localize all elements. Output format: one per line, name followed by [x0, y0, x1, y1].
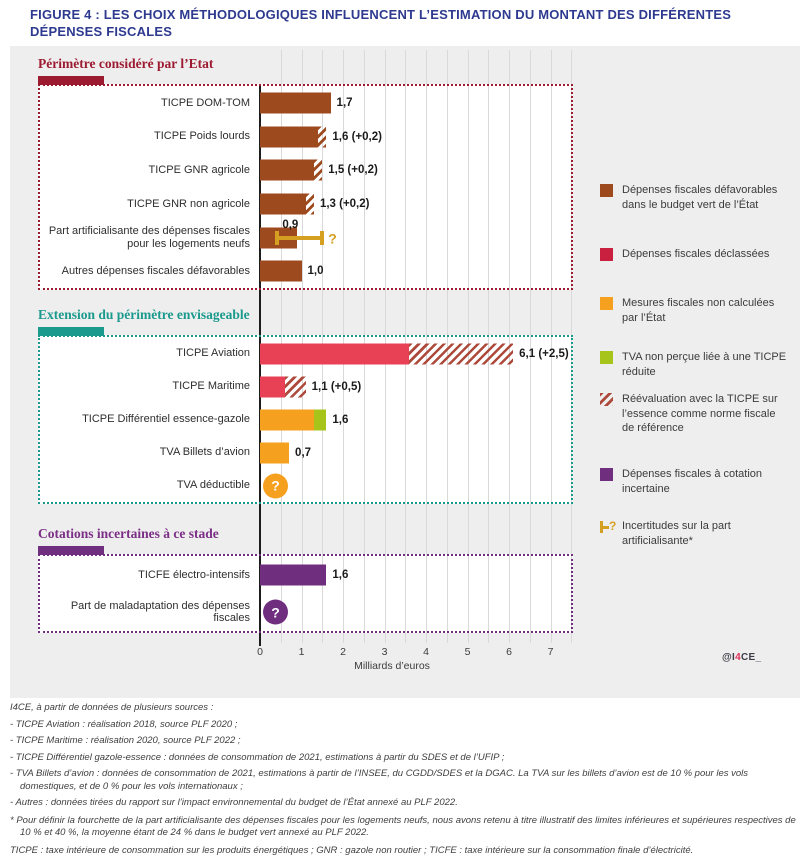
axis-tick: 7 — [547, 646, 554, 658]
bar-value: 1,6 (+0,2) — [332, 130, 382, 143]
bar-area — [260, 556, 571, 594]
footnote-line: * Pour définir la fourchette de la part artificialisante des dépenses fiscales pour les logements neufs, nous avons retenu à titre illustratif des limites inférieures et supérieures respectives de 10 % et 40 %, la moyenne étant de 24 % dans le budget vert annexé au PLF 2022. — [10, 814, 796, 838]
legend-question-icon: ? — [609, 519, 617, 533]
legend-swatch — [600, 351, 613, 364]
errorbar-cap — [275, 231, 279, 245]
section-box — [38, 84, 573, 290]
bar-label: TICPE Poids lourds — [154, 130, 250, 143]
bar-area — [260, 120, 571, 154]
chart-row — [40, 86, 571, 120]
uncertainty-errorbar — [277, 236, 323, 240]
axis-tick: 3 — [381, 646, 388, 658]
legend-label: Mesures fiscales non calculées par l’État — [622, 297, 775, 324]
chart-row — [40, 556, 571, 594]
bar-segment-solid — [260, 193, 306, 214]
bar-segment-hatched — [285, 376, 306, 397]
legend-hatch-swatch-icon — [600, 393, 613, 406]
bar-area — [260, 469, 571, 502]
axis-tick: 0 — [257, 646, 263, 658]
bar-label: TICPE Différentiel essence-gazole — [82, 413, 250, 426]
errorbar-cap — [320, 231, 324, 245]
bar-segment-solid — [260, 564, 326, 585]
bar-value: 1,6 — [332, 413, 349, 426]
section-rows — [40, 556, 571, 631]
bar-label: TVA déductible — [176, 479, 250, 492]
section-title: Cotations incertaines à ce stade — [38, 526, 219, 541]
axis-title: Milliards d’euros — [354, 660, 430, 672]
legend-label: Incertitudes sur la part artificialisante* — [622, 520, 731, 547]
bar-area — [260, 187, 571, 221]
bar-area — [260, 337, 571, 370]
chart-row — [40, 153, 571, 187]
footnote-line: - TVA Billets d’avion : données de consommation de 2021, estimations à partir de l’INSEE, du CGDD/SDES et la DGAC. La TVA sur les billets d’avion est de 10 % pour les vols domestiques, et de 0 % pour les vols internationaux ; — [10, 768, 749, 792]
bar-area — [260, 153, 571, 187]
bar-label: TICPE GNR non agricole — [127, 197, 250, 210]
legend-label: TVA non perçue liée à une TICPE réduite — [622, 351, 787, 378]
chart-row — [40, 218, 571, 255]
bar-area — [260, 218, 571, 255]
bar-value: 1,5 (+0,2) — [328, 164, 378, 177]
bar-area — [260, 594, 571, 632]
watermark-accent: 4 — [735, 652, 742, 663]
legend-item — [600, 296, 790, 325]
bar-value: 1,6 — [332, 568, 349, 581]
footnote-line: TICPE : taxe intérieure de consommation sur les produits énergétiques ; GNR : gazole non routier ; TICFE : taxe intérieure sur la consommation finale d’électricité. — [10, 844, 694, 856]
footnote-line: - Autres : données tirées du rapport sur l’impact environnemental du budget de l’État annexé au PLF 2022. — [10, 797, 458, 808]
legend-swatch — [600, 297, 613, 310]
chart-row — [40, 337, 571, 370]
bar-value: 1,3 (+0,2) — [319, 197, 370, 210]
figure-title: FIGURE 4 : LES CHOIX MÉTHODOLOGIQUES INFLUENCENT L’ESTIMATION DU MONTANT DES DIFFÉRENTES DÉPENSES FISCALES — [30, 7, 732, 39]
footnote-line: I4CE, à partir de données de plusieurs sources : — [10, 702, 214, 713]
bar-segment-hatched — [314, 160, 322, 181]
bar-label: Part artificialisante des dépenses fiscales pour les logements neufs — [48, 225, 250, 250]
chart-row — [40, 120, 571, 154]
bar-area — [260, 403, 571, 436]
legend-errorbar-cap — [600, 521, 603, 533]
footnotes — [10, 702, 802, 859]
bar-value: 0,7 — [295, 446, 312, 459]
chart-row — [40, 370, 571, 403]
chart-row — [40, 403, 571, 436]
axis-tick: 5 — [464, 646, 471, 658]
legend-label: Réévaluation avec la TICPE sur l’essence comme norme fiscale de référence — [622, 393, 778, 434]
bar-segment-hatched — [409, 343, 513, 364]
bar-value: 1,7 — [336, 96, 353, 109]
legend-label: Dépenses fiscales à cotation incertaine — [622, 468, 763, 495]
legend-item — [600, 392, 790, 436]
bar-label: TICPE GNR agricole — [148, 163, 250, 176]
bar-label: TICPE Maritime — [172, 380, 250, 393]
bar-segment-solid — [260, 409, 314, 430]
question-badge-icon: ? — [263, 600, 288, 625]
axis-tick: 1 — [298, 646, 305, 658]
axis-tick: 2 — [340, 646, 346, 658]
legend-label: Dépenses fiscales déclassées — [622, 248, 770, 260]
section-box — [38, 554, 573, 633]
bar-label: TVA Billets d’avion — [159, 446, 250, 459]
legend-item — [600, 467, 790, 496]
chart-row — [40, 254, 571, 288]
chart-row — [40, 187, 571, 221]
chart-row — [40, 436, 571, 469]
bar-value: 6,1 (+2,5) — [519, 347, 569, 360]
legend-item — [600, 183, 790, 212]
bar-segment-solid — [260, 126, 318, 147]
bar-segment-solid — [260, 343, 409, 364]
axis-tick: 6 — [506, 646, 512, 658]
legend-label: Dépenses fiscales défavorables dans le budget vert de l’État — [622, 184, 778, 211]
footnote-line: - TICPE Différentiel gazole-essence : données de consommation de 2021, estimations à partir du SDES et de l’UFIP ; — [10, 751, 505, 763]
legend-item — [600, 247, 790, 262]
chart-row — [40, 469, 571, 502]
section-rows — [40, 86, 571, 288]
bar-value: 0,9 — [282, 218, 299, 231]
bar-label: TICFE électro-intensifs — [138, 568, 250, 581]
axis-tick: 4 — [423, 646, 429, 658]
section-box — [38, 335, 573, 504]
footnote-line: - TICPE Aviation : réalisation 2018, source PLF 2020 ; — [10, 718, 238, 730]
legend-swatch — [600, 248, 613, 261]
section-title: Extension du périmètre envisageable — [38, 307, 250, 322]
bar-segment-solid — [260, 376, 285, 397]
bar-value: 1,1 (+0,5) — [311, 380, 362, 393]
legend-item — [600, 519, 790, 548]
bar-label: Part de maladaptation des dépenses fiscales — [70, 599, 250, 625]
question-badge-icon: ? — [263, 473, 288, 498]
legend-swatch — [600, 468, 613, 481]
bar-segment-solid — [260, 92, 331, 113]
bar-segment-solid — [260, 160, 314, 181]
bar-segment-hatched — [318, 126, 326, 147]
bar-area — [260, 436, 571, 469]
section-rows — [40, 337, 571, 502]
bar-segment-hatched — [306, 193, 314, 214]
section-title: Périmètre considéré par l’Etat — [38, 56, 214, 71]
legend-errorbar-icon — [600, 519, 617, 534]
chart-row — [40, 594, 571, 632]
footnote-line: - TICPE Maritime : réalisation 2020, source PLF 2022 ; — [10, 735, 241, 746]
bar-label: TICPE DOM-TOM — [160, 96, 250, 109]
bar-area — [260, 86, 571, 120]
bar-area — [260, 254, 571, 288]
bar-segment-tip — [314, 409, 326, 430]
uncertainty-question-icon: ? — [328, 230, 337, 247]
bar-segment-solid — [260, 442, 289, 463]
legend-item — [600, 350, 790, 379]
bar-segment-solid — [260, 261, 302, 282]
bar-label: TICPE Aviation — [176, 347, 250, 360]
bar-label: Autres dépenses fiscales défavorables — [61, 264, 250, 277]
legend-swatch — [600, 184, 613, 197]
bar-value: 1,0 — [307, 265, 324, 278]
watermark: @I4CE_ — [722, 652, 762, 663]
bar-area — [260, 370, 571, 403]
